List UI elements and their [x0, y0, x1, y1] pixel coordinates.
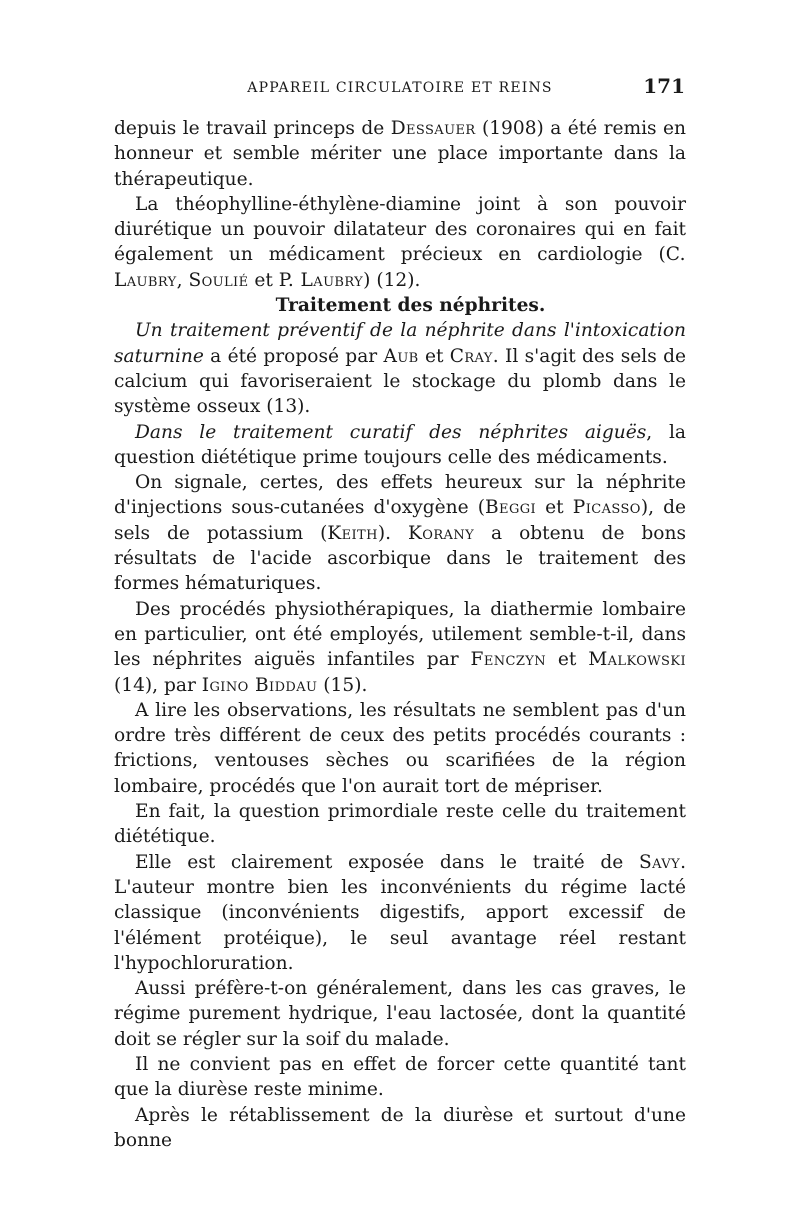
running-title: APPAREIL CIRCULATOIRE ET REINS: [247, 80, 553, 96]
author-name: C. Laubry: [114, 244, 686, 291]
paragraph-12: Après le rétablissement de la diurèse et surtout d'une bonne: [114, 1104, 686, 1151]
page-body: [114, 116, 686, 1153]
author-name: Aub: [383, 345, 419, 367]
paragraph-9: Elle est clairement exposée dans le traité de Savy. L'auteur montre bien les inconvénients du régime lacté classique (inconvénients digestifs, apport excessif de l'élément protéique), le seul avantage réel restant l'hypochloruration.: [114, 851, 686, 974]
paragraph-10: Aussi préfère-t-on généralement, dans les cas graves, le régime purement hydrique, l'eau lactosée, dont la quantité doit se régler sur la soif du malade.: [114, 978, 686, 1050]
section-heading: Traitement des néphrites.: [275, 295, 546, 317]
paragraph-2: La théophylline-éthylène-diamine joint à son pouvoir diurétique un pouvoir dilatateur des coronaires qui en fait également un médicament précieux en cardiologie (C. Laubry, Soulié et P. Laubry) (12).: [114, 193, 686, 291]
author-name: Korany: [408, 522, 475, 544]
paragraph-5: On signale, certes, des effets heureux sur la néphrite d'injections sous-cutanées d'oxygène (Beggi et Picasso), de sels de potassium (Keith). Korany a obtenu de bons résultats de l'acide ascorbique dans le traitement des formes hématuriques.: [114, 472, 687, 595]
paragraph-4: Dans le traitement curatif des néphrites aiguës, la question diététique prime toujours celle des médicaments.: [114, 421, 686, 468]
running-header: [115, 74, 685, 104]
page-number: 171: [643, 74, 685, 98]
emphasis: Dans le traitement curatif des néphrites aiguës: [135, 421, 647, 443]
author-name: Igino Biddau: [201, 674, 318, 696]
author-name: Picasso: [572, 497, 641, 519]
emphasis: Un traitement préventif de la néphrite dans l'intoxication saturnine: [114, 320, 686, 367]
paragraph-11: Il ne convient pas en effet de forcer cette quantité tant que la diurèse reste minime.: [114, 1053, 686, 1101]
author-name: P. Laubry: [278, 269, 364, 291]
author-name: Fenczyn: [470, 649, 547, 671]
paragraph-8: En fait, la question primordiale reste celle du traitement diététique.: [114, 801, 686, 848]
author-name: Dessauer: [390, 118, 476, 139]
paragraph-1: depuis le travail princeps de Dessauer (1908) a été remis en honneur et semble mériter une place importante dans la thérapeutique.: [114, 118, 686, 190]
author-name: Beggi: [484, 497, 537, 519]
author-name: Malkowski: [588, 649, 686, 671]
paragraph-7: A lire les observations, les résultats ne semblent pas d'un ordre très différent de ceux des petits procédés courants : frictions, ventouses sèches ou scarifiées de la région lombaire, procédés que l'on aurait tort de mépriser.: [114, 699, 686, 797]
paragraph-3: Un traitement préventif de la néphrite dans l'intoxication saturnine a été proposé par Aub et Cray. Il s'agit des sels de calcium qui favoriseraient le stockage du plomb dans le système osseux (13).: [114, 320, 686, 418]
author-name: Keith: [327, 522, 378, 544]
paragraph-6: Des procédés physiothérapiques, la diathermie lombaire en particulier, ont été employés, utilement semble-t-il, dans les néphrites aiguës infantiles par Fenczyn et Malkowski (14), par Igino Biddau (15).: [114, 598, 686, 696]
author-name: Cray: [449, 345, 493, 367]
author-name: Soulié: [188, 269, 249, 291]
author-name: Savy: [639, 851, 681, 873]
